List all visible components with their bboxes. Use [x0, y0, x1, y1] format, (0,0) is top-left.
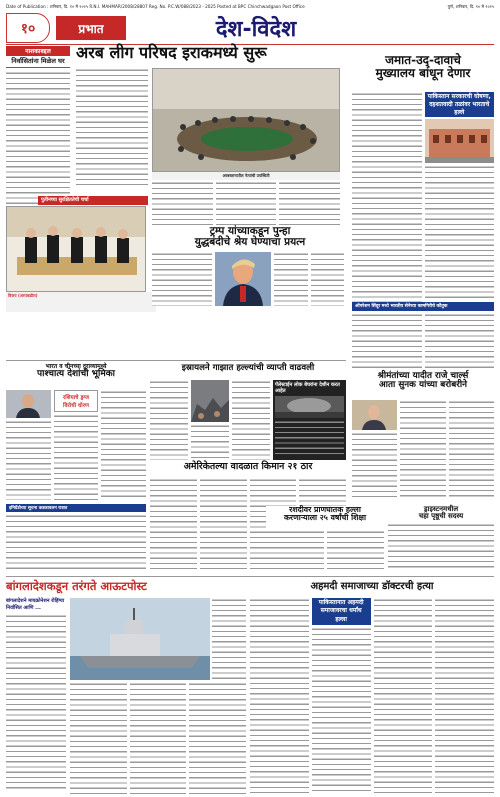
trump-col-3	[311, 252, 345, 306]
charles-headline	[352, 372, 494, 398]
brand-logo: प्रभात	[56, 16, 126, 40]
israel-col-2-text	[191, 424, 229, 460]
strip-col-1	[352, 313, 422, 369]
trump-photo	[215, 252, 271, 306]
trump-portrait-icon	[215, 252, 271, 306]
jamat-box-title: पाकिस्तान सरकारची घोषणा, दहशतवादी तळांवर भारताचे हल्ले	[425, 92, 495, 117]
charles-col-3	[449, 400, 494, 500]
bangladesh-body	[70, 682, 246, 794]
building-photo-icon	[425, 119, 494, 163]
ahmadi-headline: अहमदी समाजाच्या डॉक्टरची हत्या	[310, 581, 434, 592]
bangladesh-col-4	[212, 598, 246, 680]
bangladesh-lead	[6, 598, 66, 794]
western-headline	[6, 364, 146, 388]
ahmadi-col-1	[250, 598, 309, 794]
jamat-photo	[425, 119, 495, 163]
usa-col-2	[200, 478, 247, 572]
bangladesh-lead-text: बांगलादेशने मायक्रोनेशन रोहिंग्या निर्वासित आणि ...	[6, 598, 65, 611]
western-col-2	[54, 390, 99, 500]
arab-league-headline: अरब लीग परिषद इराकमध्ये सुरू	[76, 43, 267, 62]
trump-col-1	[152, 252, 212, 306]
tea-body	[388, 523, 494, 571]
strip-body	[352, 313, 494, 369]
charles-col-1	[352, 400, 397, 500]
meeting-photo-icon	[7, 207, 146, 292]
jamat-headline-line2: मुख्यालय बांधून देणार	[375, 65, 471, 80]
publication-date: पुणे, शनिवार, दि. १० मे २०२५	[447, 4, 494, 9]
israel-col-3	[232, 380, 270, 460]
charles-headline-line1: श्रीमंतांच्या यादीत राजे चार्ल्स	[377, 371, 469, 381]
arab-league-columns	[152, 181, 340, 225]
israel-col-1	[150, 380, 188, 460]
conference-photo-icon	[153, 69, 340, 172]
charles-body	[352, 400, 494, 500]
bangladesh-lead-body	[6, 614, 66, 790]
western-col-2-text	[54, 414, 99, 500]
arab-col-3	[279, 181, 340, 225]
rubble-photo-icon	[191, 380, 229, 422]
charles-col-2	[400, 400, 445, 500]
putin-photo	[6, 206, 146, 292]
publication-info-line	[6, 2, 494, 12]
rushdie-headline-line1: रशदीवर प्राणघातक हल्ला	[289, 505, 361, 514]
rushdie-headline-line2: करणाऱ्याला २५ वर्षांची शिक्षा	[283, 513, 367, 523]
israel-box-photo	[275, 396, 344, 418]
ahmadi-col-4	[435, 598, 494, 794]
trump-headline	[150, 226, 350, 248]
arab-league-caption: अरबस्तानातील नेत्यांची उपस्थिती	[152, 172, 340, 180]
jamat-col-2	[425, 92, 495, 302]
rushdie-col-1	[266, 530, 324, 572]
strip-col-2	[425, 313, 495, 369]
putin-caption-text: विजय (अरपकडील)	[8, 293, 38, 298]
bangladesh-col-side	[212, 598, 246, 680]
usa-storm-headline: अमेरिकेतल्या वादळात किमान २१ ठार	[183, 461, 313, 472]
israel-photo	[191, 380, 229, 422]
western-headline-line1: भारत व चीनच्या दुराव्यामध्ये	[45, 363, 107, 370]
jamat-headline	[352, 54, 494, 90]
section-title: देश-विदेश	[215, 17, 297, 42]
trump-col-left	[152, 252, 212, 306]
israel-box-text	[275, 420, 344, 458]
israel-box-title: पॅलेस्टाईन लोक बेघरांना देशीन करत आहेत	[275, 382, 340, 394]
western-photo	[6, 390, 51, 418]
mid-divider	[6, 360, 346, 361]
western-body	[6, 390, 146, 500]
ahmadi-box: पाकिस्तानात अहमदी समाजावरचा धर्मांध हल्ला	[312, 598, 371, 625]
arab-league-text	[76, 68, 148, 186]
putin-label: पुतीनच्या सुरक्षिततेची चर्चा	[38, 196, 148, 205]
arab-col-1	[152, 181, 213, 225]
arab-league-photo	[152, 68, 340, 172]
western-col-1	[6, 390, 51, 500]
portrait-icon	[6, 390, 50, 418]
masthead	[6, 13, 494, 43]
rushdie-body	[266, 530, 384, 572]
tea-story	[388, 506, 494, 572]
tea-headline-line2: चहा पृष्ठूची सदस्य	[418, 512, 464, 521]
rushdie-col-2	[327, 530, 385, 572]
ahmadi-col-2	[312, 598, 371, 794]
ship-photo-icon	[70, 598, 210, 680]
jamat-body	[352, 92, 494, 302]
western-col-3	[101, 390, 146, 500]
tea-headline-line1: ड्राइस्टनमधील	[423, 505, 459, 513]
page-number: १०	[6, 13, 50, 43]
usa-col-1	[150, 478, 197, 572]
publication-details: Date of Publication : शनिवार, दि. १० मे २०२५ R.N.I. MAHMAR/2008/28807 Reg. No. P.C.W/088/2023 - 2025 Posted at BPC Chinchwadgaon Post Office	[6, 4, 305, 9]
left-brief-headline: निर्वासितांना मिळेल घर	[6, 56, 70, 68]
trump-col-right	[274, 252, 344, 306]
israel-box	[273, 380, 346, 460]
israel-col-2	[191, 380, 229, 460]
bangladesh-col-1	[70, 682, 127, 794]
israel-body	[150, 380, 270, 460]
bangladesh-col-2	[130, 682, 187, 794]
western-col-1-text	[6, 420, 51, 500]
ahmadi-col-2-text	[312, 627, 371, 794]
ahmadi-body	[250, 598, 494, 794]
blue-strip: इमिग्रेंडोच्या सूचना कडकावलन रात्रात	[6, 504, 146, 512]
ahmadi-col-3	[374, 598, 433, 794]
tea-headline	[388, 506, 494, 521]
bangladesh-headline: बांगलादेशकडून तरंगते आऊटपोस्ट	[6, 579, 147, 593]
operation-strip: ऑपरेशन सिंदूर मध्ये भारतीय सेनेच्या कामगिरीचे कौतुक	[352, 302, 494, 311]
arab-league-body	[76, 68, 148, 186]
putin-caption	[6, 292, 156, 312]
charles-photo	[352, 400, 397, 430]
rushdie-headline	[266, 506, 384, 528]
jamat-col-2-text	[425, 165, 495, 302]
left-brief-label: नाशकाबद्दल	[6, 46, 70, 56]
blue-strip-body	[6, 514, 146, 572]
bangladesh-col-3	[189, 682, 246, 794]
royal-portrait-icon	[352, 400, 397, 430]
charles-col-1-text	[352, 432, 397, 500]
trump-headline-line2: युद्धबंदीचे श्रेय घेण्याचा प्रयत्न	[194, 236, 306, 249]
trump-col-2	[274, 252, 308, 306]
bangladesh-photo	[70, 598, 210, 680]
arab-col-2	[216, 181, 277, 225]
charles-headline-line2: आता सुनक यांच्या बरोबरीने	[379, 380, 467, 391]
israel-headline: इस्रायलने गाझात हल्ल्यांची व्याप्ती वाढवली	[181, 363, 315, 373]
trump-headline-line1: ट्रम्प यांच्याकडून पुन्हा	[209, 225, 291, 237]
western-inset: रशियाचे ड्रग्ज विरोधी धोरण	[54, 390, 99, 412]
lower-divider	[6, 576, 494, 577]
western-headline-line2: पाश्चात्य देशांची भूमिका	[37, 369, 115, 380]
jamat-headline-line1: जमात-उद्-दावाचे	[385, 53, 461, 67]
smoke-photo-icon	[275, 396, 344, 418]
jamat-col-1	[352, 92, 422, 302]
